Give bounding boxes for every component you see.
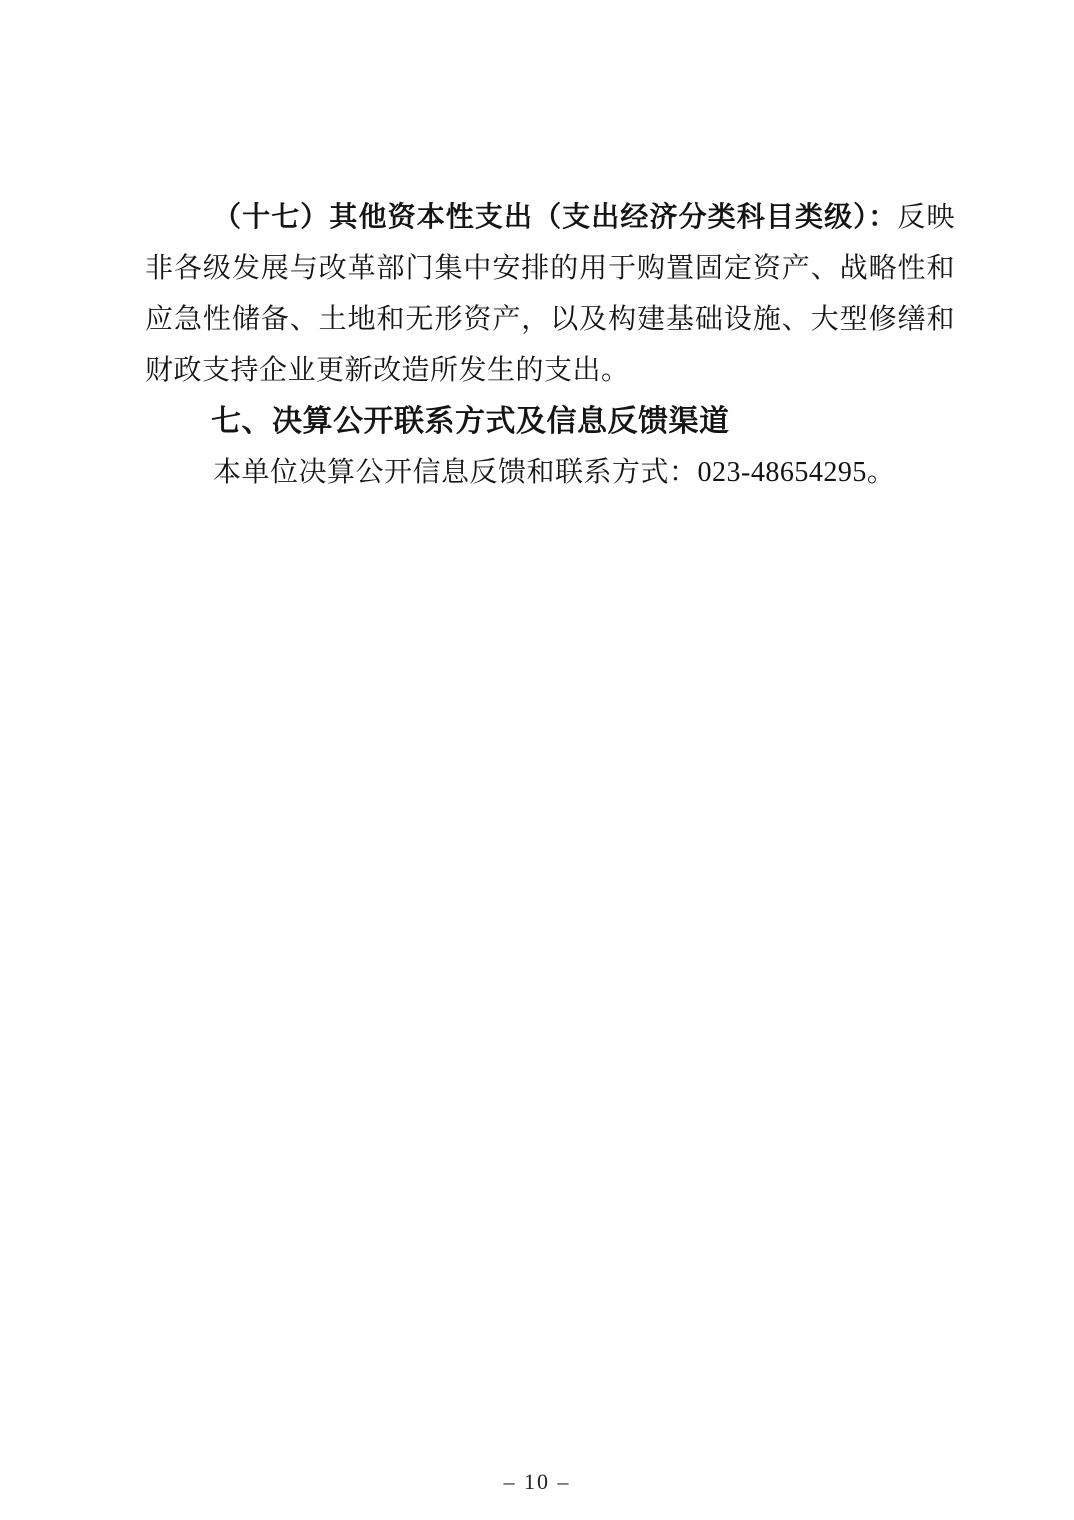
paragraph-body-text: 反映非各级发展与改革部门集中安排的用于购置固定资产、战略性和应急性储备、土地和无形资产，以及构建基础设施、大型修缮和财政支持企业更新改造所发生的支出。 bbox=[145, 202, 955, 386]
document-body bbox=[145, 192, 955, 498]
section-heading-feedback-channel: 七、决算公开联系方式及信息反馈渠道 bbox=[211, 405, 730, 438]
page-number: – 10 – bbox=[503, 1469, 571, 1494]
paragraph-other-capital-expenditure bbox=[145, 192, 955, 396]
paragraph-contact-info: 本单位决算公开信息反馈和联系方式：023-48654295。 bbox=[213, 457, 896, 488]
paragraph-lead-bold: （十七）其他资本性支出（支出经济分类科目类级）： bbox=[213, 202, 898, 233]
